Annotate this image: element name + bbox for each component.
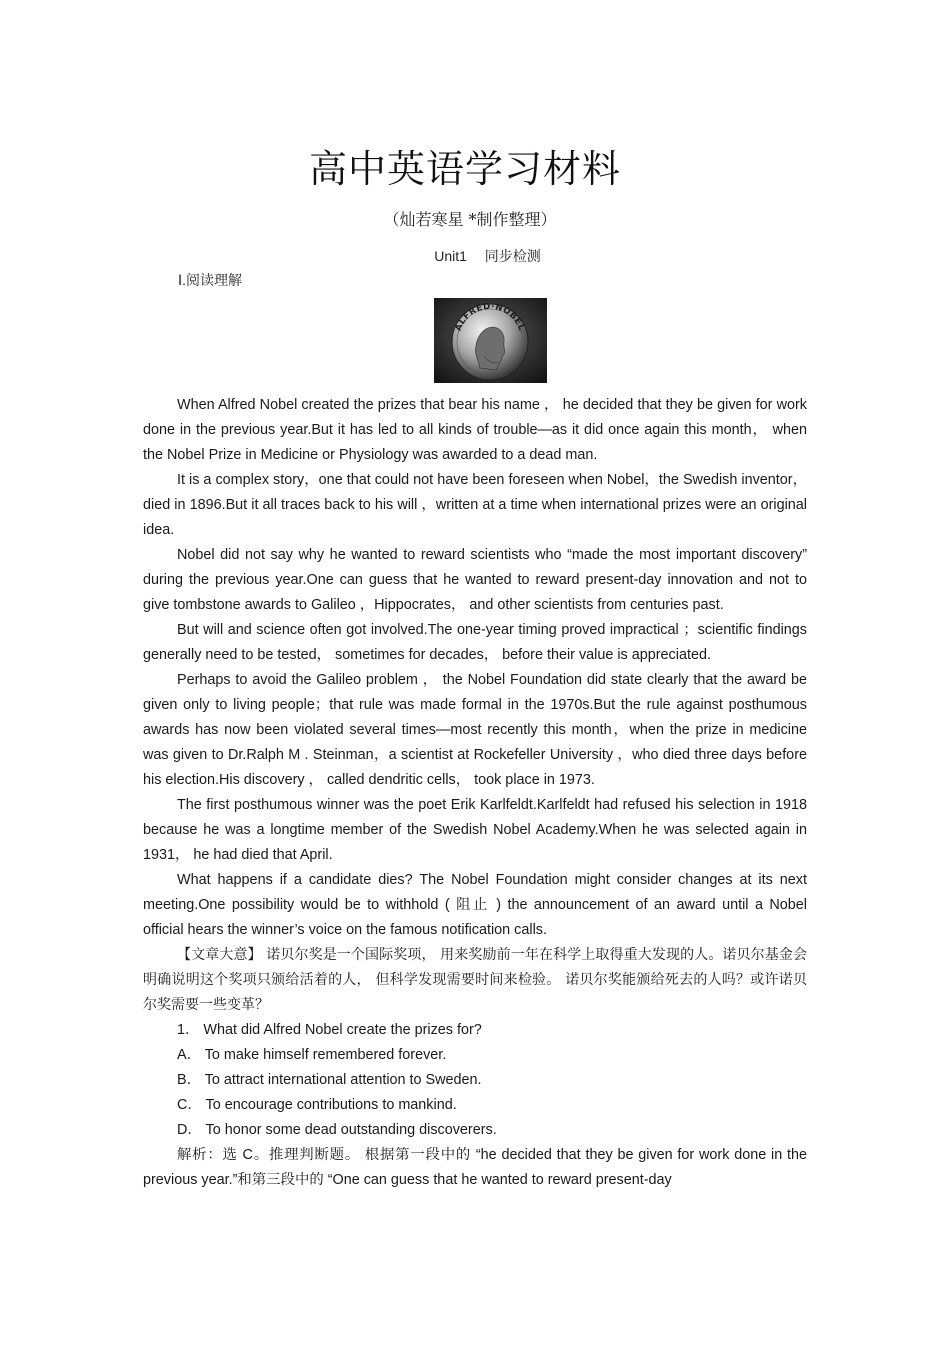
unit-heading: Unit1 同步检测 bbox=[434, 248, 541, 264]
passage-paragraph: Nobel did not say why he wanted to reward scientists who “made the most important discovery” during the previous year.One can guess that he wanted to reward present-day innovation and not to give tombstone awards to Galileo ，Hippocrates， and other scientists from centuries past. bbox=[143, 547, 807, 613]
passage-paragraph: Perhaps to avoid the Galileo problem ， the Nobel Foundation did state clearly that the award be given only to living people；that rule was made formal in the 1970s.But the rule against posthumous awards has now been violated several times—most recently this month，when the prize in medicine was given to Dr.Ralph M . Steinman，a scientist at Rockefeller University ，who died three days before his election.His discovery ， called dendritic cells， took place in 1973. bbox=[143, 672, 807, 788]
passage bbox=[143, 393, 807, 1193]
page-subtitle: （灿若寒星 *制作整理） bbox=[383, 210, 557, 229]
section-heading: Ⅰ.阅读理解 bbox=[178, 272, 243, 288]
answer-option-b: B． To attract international attention to Sweden. bbox=[177, 1072, 482, 1088]
answer-option-a: A． To make himself remembered forever. bbox=[177, 1047, 447, 1063]
question-stem: 1． What did Alfred Nobel create the prizes for? bbox=[177, 1022, 482, 1038]
passage-paragraph: The first posthumous winner was the poet Erik Karlfeldt.Karlfeldt had refused his selection in 1918 because he was a longtime member of the Swedish Nobel Academy.When he was selected again in 1931， he had died that April. bbox=[143, 797, 807, 863]
page-title: 高中英语学习材料 bbox=[308, 147, 621, 191]
summary-paragraph: 【文章大意】 诺贝尔奖是一个国际奖项， 用来奖励前一年在科学上取得重大发现的人。诺贝尔基金会明确说明这个奖项只颁给活着的人， 但科学发现需要时间来检验。 诺贝尔奖能颁给死去的人吗？或许诺贝尔奖需要一些变革？ bbox=[143, 947, 807, 1013]
passage-paragraph: But will and science often got involved.The one-year timing proved impractical ；scientific findings generally need to be tested， sometimes for decades， before their value is appreciated. bbox=[143, 622, 807, 663]
nobel-medal-image bbox=[434, 298, 547, 383]
answer-option-c: C． To encourage contributions to mankind. bbox=[177, 1097, 457, 1113]
passage-paragraph: What happens if a candidate dies? The Nobel Foundation might consider changes at its next meeting.One possibility would be to withhold ( 阻止 ) the announcement of an award until a Nobel official hears the winner’s voice on the famous notification calls. bbox=[143, 872, 807, 938]
passage-paragraph: It is a complex story，one that could not have been foreseen when Nobel，the Swedish inventor，died in 1896.But it all traces back to his will ，written at a time when international prizes were an original idea. bbox=[143, 472, 807, 538]
medal-inscription: ALFRED·NOBEL bbox=[453, 301, 527, 333]
answer-option-d: D． To honor some dead outstanding discoverers. bbox=[177, 1122, 497, 1138]
passage-paragraph: When Alfred Nobel created the prizes that bear his name ， he decided that they be given for work done in the previous year.But it has led to all kinds of trouble—as it did once again this month， when the Nobel Prize in Medicine or Physiology was awarded to a dead man. bbox=[143, 397, 807, 463]
analysis-paragraph: 解析：选 C。推理判断题。 根据第一段中的 “he decided that they be given for work done in the previous year.”和第三段中的 “One can guess that he wanted to reward present-day bbox=[143, 1147, 807, 1188]
